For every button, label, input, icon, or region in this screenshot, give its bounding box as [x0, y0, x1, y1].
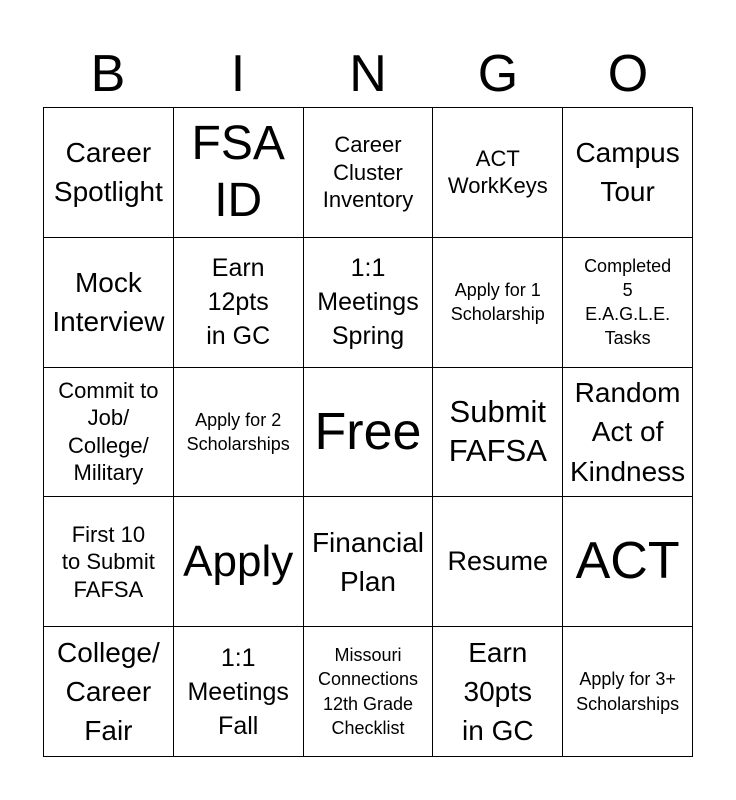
bingo-cell[interactable]: 1:1 Meetings Spring [304, 238, 434, 368]
bingo-cell[interactable]: Completed 5 E.A.G.L.E. Tasks [563, 238, 693, 368]
header-letter-o: O [607, 45, 649, 103]
header-letter-b: B [90, 45, 126, 103]
bingo-cell[interactable]: First 10 to Submit FAFSA [44, 497, 174, 627]
bingo-cell[interactable]: Resume [433, 497, 563, 627]
bingo-cell[interactable]: Financial Plan [304, 497, 434, 627]
bingo-cell[interactable]: Career Cluster Inventory [304, 108, 434, 238]
bingo-cell[interactable]: 1:1 Meetings Fall [174, 627, 304, 757]
bingo-cell[interactable]: Apply for 2 Scholarships [174, 368, 304, 498]
header-letter-g: G [477, 45, 519, 103]
bingo-cell[interactable]: FSA ID [174, 108, 304, 238]
bingo-cell[interactable]: Apply [174, 497, 304, 627]
bingo-cell[interactable]: Campus Tour [563, 108, 693, 238]
bingo-cell[interactable]: Random Act of Kindness [563, 368, 693, 498]
header-letter-n: N [349, 45, 387, 103]
bingo-cell[interactable]: Apply for 3+ Scholarships [563, 627, 693, 757]
bingo-cell[interactable]: Apply for 1 Scholarship [433, 238, 563, 368]
bingo-header [43, 40, 693, 108]
bingo-grid [43, 107, 693, 757]
header-letter-i: I [230, 45, 246, 103]
bingo-cell[interactable]: Missouri Connections 12th Grade Checklist [304, 627, 434, 757]
bingo-cell-free[interactable]: Free [304, 368, 434, 498]
bingo-cell[interactable]: ACT [563, 497, 693, 627]
bingo-cell[interactable]: Mock Interview [44, 238, 174, 368]
bingo-cell[interactable]: College/ Career Fair [44, 627, 174, 757]
bingo-cell[interactable]: Earn 12pts in GC [174, 238, 304, 368]
bingo-cell[interactable]: Submit FAFSA [433, 368, 563, 498]
bingo-cell[interactable]: Career Spotlight [44, 108, 174, 238]
bingo-cell[interactable]: Commit to Job/ College/ Military [44, 368, 174, 498]
bingo-cell[interactable]: Earn 30pts in GC [433, 627, 563, 757]
bingo-cell[interactable]: ACT WorkKeys [433, 108, 563, 238]
